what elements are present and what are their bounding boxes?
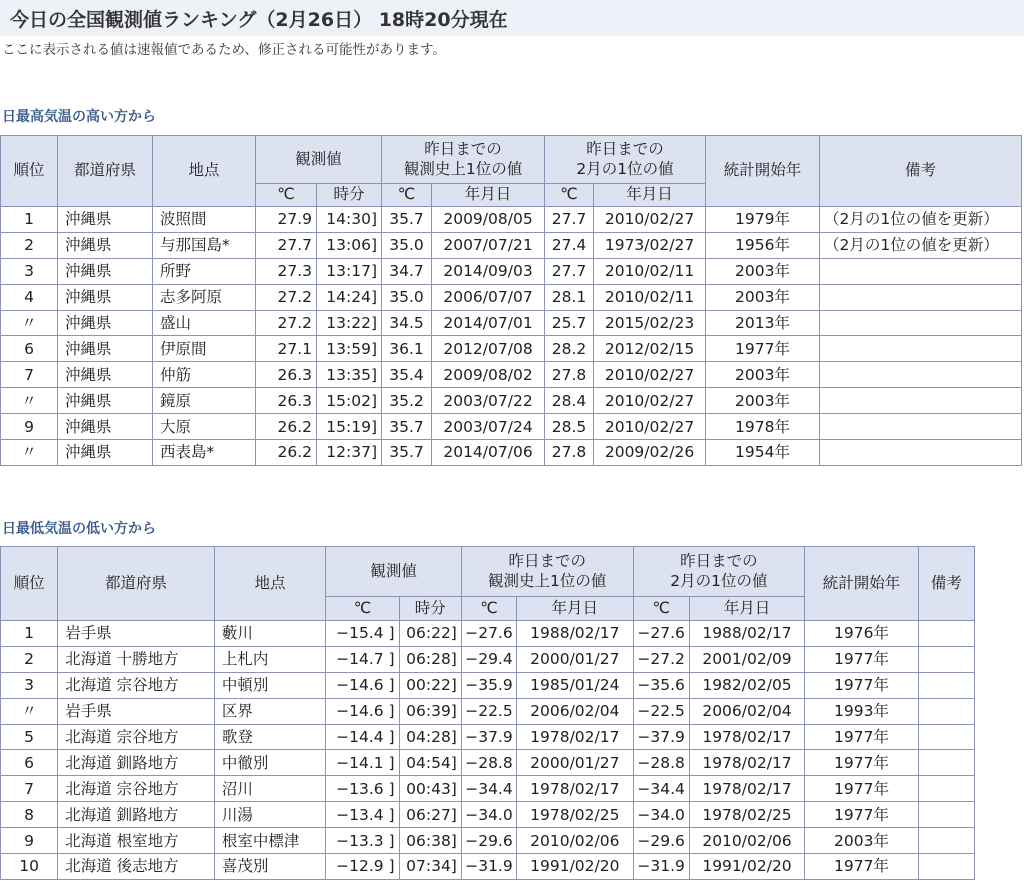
table-row	[1, 310, 1022, 336]
february-value-cell: 28.2	[545, 336, 594, 362]
prefecture-cell: 沖縄県	[58, 362, 153, 388]
february-value-cell: 27.7	[545, 258, 594, 284]
header-remarks: 備考	[918, 547, 974, 621]
observed-value-cell: −13.4 ]	[326, 802, 399, 828]
february-value-cell: −27.2	[633, 646, 689, 672]
subheader-date: 年月日	[517, 597, 633, 621]
disclaimer-note: ここに表示される値は速報値であるため、修正される可能性があります。	[2, 42, 446, 58]
table-row	[1, 828, 975, 854]
subheader-time: 時分	[399, 597, 461, 621]
historic-date-cell: 1978/02/17	[517, 776, 633, 802]
header-prefecture: 都道府県	[58, 547, 215, 621]
observed-time-cell: 15:02]	[317, 388, 382, 414]
prefecture-cell: 北海道 釧路地方	[58, 750, 215, 776]
prefecture-cell: 北海道 後志地方	[58, 854, 215, 880]
table-row	[1, 698, 975, 724]
point-cell: 志多阿原	[153, 284, 256, 310]
header-remarks: 備考	[820, 136, 1022, 207]
low-temp-table	[0, 546, 975, 880]
header-rank: 順位	[1, 547, 58, 621]
february-date-cell: 1978/02/25	[689, 802, 804, 828]
observed-time-cell: 06:22]	[399, 621, 461, 647]
prefecture-cell: 北海道 十勝地方	[58, 646, 215, 672]
prefecture-cell: 北海道 宗谷地方	[58, 672, 215, 698]
observed-time-cell: 13:22]	[317, 310, 382, 336]
february-date-cell: 2010/02/27	[594, 207, 706, 233]
observed-value-cell: 27.1	[256, 336, 317, 362]
start-year-cell: 1976年	[805, 621, 918, 647]
page-title: 今日の全国観測値ランキング（2月26日） 18時20分現在	[10, 9, 508, 31]
observed-value-cell: −15.4 ]	[326, 621, 399, 647]
point-cell: 所野	[153, 258, 256, 284]
rank-cell: 1	[1, 621, 58, 647]
point-cell: 波照間	[153, 207, 256, 233]
point-cell: 伊原間	[153, 336, 256, 362]
prefecture-cell: 岩手県	[58, 698, 215, 724]
start-year-cell: 1977年	[805, 724, 918, 750]
prefecture-cell: 沖縄県	[58, 207, 153, 233]
historic-value-cell: 35.2	[382, 388, 432, 414]
table-row	[1, 854, 975, 880]
subheader-celsius: ℃	[326, 597, 399, 621]
historic-value-cell: 36.1	[382, 336, 432, 362]
observed-value-cell: 27.2	[256, 310, 317, 336]
prefecture-cell: 北海道 根室地方	[58, 828, 215, 854]
observed-value-cell: 27.9	[256, 207, 317, 233]
historic-date-cell: 2003/07/22	[432, 388, 545, 414]
february-value-cell: −35.6	[633, 672, 689, 698]
remarks-cell	[820, 440, 1022, 466]
february-date-cell: 2010/02/27	[594, 414, 706, 440]
subheader-celsius: ℃	[256, 184, 317, 207]
observed-value-cell: 26.3	[256, 388, 317, 414]
prefecture-cell: 沖縄県	[58, 414, 153, 440]
remarks-cell	[820, 414, 1022, 440]
table-row	[1, 414, 1022, 440]
historic-value-cell: −29.6	[461, 828, 516, 854]
historic-value-cell: 35.0	[382, 284, 432, 310]
february-date-cell: 1978/02/17	[689, 750, 804, 776]
remarks-cell	[820, 284, 1022, 310]
remarks-cell	[820, 336, 1022, 362]
february-date-cell: 1978/02/17	[689, 724, 804, 750]
observed-time-cell: 04:28]	[399, 724, 461, 750]
historic-value-cell: −22.5	[461, 698, 516, 724]
historic-value-cell: −35.9	[461, 672, 516, 698]
february-value-cell: 28.4	[545, 388, 594, 414]
start-year-cell: 1977年	[805, 802, 918, 828]
observed-time-cell: 00:22]	[399, 672, 461, 698]
february-value-cell: 28.5	[545, 414, 594, 440]
rank-cell: 3	[1, 672, 58, 698]
table-row	[1, 750, 975, 776]
february-value-cell: −31.9	[633, 854, 689, 880]
table-row	[1, 388, 1022, 414]
table-row	[1, 258, 1022, 284]
point-cell: 喜茂別	[214, 854, 325, 880]
point-cell: 歌登	[214, 724, 325, 750]
observed-value-cell: −14.6 ]	[326, 672, 399, 698]
point-cell: 中徹別	[214, 750, 325, 776]
february-value-cell: −34.0	[633, 802, 689, 828]
observed-value-cell: 26.2	[256, 440, 317, 466]
historic-date-cell: 2014/09/03	[432, 258, 545, 284]
rank-cell: 7	[1, 362, 58, 388]
historic-value-cell: 35.0	[382, 232, 432, 258]
prefecture-cell: 沖縄県	[58, 258, 153, 284]
title-bar	[0, 0, 1024, 36]
february-date-cell: 1978/02/17	[689, 776, 804, 802]
point-cell: 盛山	[153, 310, 256, 336]
remarks-cell	[820, 258, 1022, 284]
observed-value-cell: −13.6 ]	[326, 776, 399, 802]
historic-value-cell: −29.4	[461, 646, 516, 672]
february-date-cell: 2010/02/06	[689, 828, 804, 854]
historic-value-cell: 35.7	[382, 440, 432, 466]
historic-value-cell: −27.6	[461, 621, 516, 647]
historic-date-cell: 2006/02/04	[517, 698, 633, 724]
historic-date-cell: 2000/01/27	[517, 750, 633, 776]
remarks-cell	[918, 854, 974, 880]
remarks-cell	[918, 646, 974, 672]
rank-cell: 10	[1, 854, 58, 880]
point-cell: 鏡原	[153, 388, 256, 414]
high-temp-table	[0, 135, 1022, 466]
point-cell: 根室中標津	[214, 828, 325, 854]
header-february-record: 昨日までの 2月の1位の値	[633, 547, 805, 597]
observed-time-cell: 00:43]	[399, 776, 461, 802]
february-value-cell: −22.5	[633, 698, 689, 724]
february-date-cell: 2010/02/11	[594, 258, 706, 284]
start-year-cell: 2013年	[706, 310, 820, 336]
observed-time-cell: 13:06]	[317, 232, 382, 258]
historic-date-cell: 2000/01/27	[517, 646, 633, 672]
rank-cell: 8	[1, 802, 58, 828]
prefecture-cell: 北海道 宗谷地方	[58, 776, 215, 802]
observed-time-cell: 04:54]	[399, 750, 461, 776]
start-year-cell: 1977年	[805, 646, 918, 672]
historic-date-cell: 2014/07/01	[432, 310, 545, 336]
observed-value-cell: −14.6 ]	[326, 698, 399, 724]
prefecture-cell: 沖縄県	[58, 284, 153, 310]
start-year-cell: 2003年	[706, 388, 820, 414]
header-point: 地点	[153, 136, 256, 207]
rank-cell: 1	[1, 207, 58, 233]
historic-value-cell: 35.4	[382, 362, 432, 388]
historic-value-cell: −34.0	[461, 802, 516, 828]
historic-date-cell: 2003/07/24	[432, 414, 545, 440]
observed-time-cell: 06:28]	[399, 646, 461, 672]
point-cell: 藪川	[214, 621, 325, 647]
historic-value-cell: 35.7	[382, 207, 432, 233]
prefecture-cell: 沖縄県	[58, 310, 153, 336]
remarks-cell	[918, 828, 974, 854]
remarks-cell	[820, 388, 1022, 414]
start-year-cell: 1978年	[706, 414, 820, 440]
start-year-cell: 2003年	[706, 362, 820, 388]
point-cell: 沼川	[214, 776, 325, 802]
observed-value-cell: 27.7	[256, 232, 317, 258]
prefecture-cell: 沖縄県	[58, 336, 153, 362]
rank-cell: 9	[1, 414, 58, 440]
historic-date-cell: 2009/08/02	[432, 362, 545, 388]
historic-value-cell: 34.7	[382, 258, 432, 284]
observed-time-cell: 06:39]	[399, 698, 461, 724]
observed-time-cell: 06:38]	[399, 828, 461, 854]
rank-cell: 5	[1, 724, 58, 750]
start-year-cell: 1977年	[805, 750, 918, 776]
observed-value-cell: −14.7 ]	[326, 646, 399, 672]
header-prefecture: 都道府県	[58, 136, 153, 207]
february-date-cell: 1988/02/17	[689, 621, 804, 647]
observed-time-cell: 12:37]	[317, 440, 382, 466]
start-year-cell: 2003年	[706, 284, 820, 310]
rank-cell: 3	[1, 258, 58, 284]
rank-cell: 6	[1, 750, 58, 776]
historic-date-cell: 2010/02/06	[517, 828, 633, 854]
observed-time-cell: 14:30]	[317, 207, 382, 233]
subheader-date: 年月日	[689, 597, 804, 621]
february-value-cell: 27.7	[545, 207, 594, 233]
header-historic-record: 昨日までの 観測史上1位の値	[461, 547, 633, 597]
historic-value-cell: −34.4	[461, 776, 516, 802]
february-date-cell: 2009/02/26	[594, 440, 706, 466]
observed-value-cell: −13.3 ]	[326, 828, 399, 854]
historic-date-cell: 2012/07/08	[432, 336, 545, 362]
subheader-celsius: ℃	[545, 184, 594, 207]
february-value-cell: 27.4	[545, 232, 594, 258]
remarks-cell: （2月の1位の値を更新）	[820, 207, 1022, 233]
prefecture-cell: 沖縄県	[58, 388, 153, 414]
rank-cell: 〃	[1, 698, 58, 724]
observed-time-cell: 13:35]	[317, 362, 382, 388]
point-cell: 上札内	[214, 646, 325, 672]
observed-value-cell: −14.4 ]	[326, 724, 399, 750]
observed-time-cell: 14:24]	[317, 284, 382, 310]
subheader-date: 年月日	[432, 184, 545, 207]
rank-cell: 7	[1, 776, 58, 802]
table-row	[1, 724, 975, 750]
february-value-cell: −29.6	[633, 828, 689, 854]
historic-date-cell: 1985/01/24	[517, 672, 633, 698]
historic-date-cell: 1988/02/17	[517, 621, 633, 647]
table-row	[1, 646, 975, 672]
observed-value-cell: −12.9 ]	[326, 854, 399, 880]
point-cell: 与那国島*	[153, 232, 256, 258]
historic-date-cell: 2009/08/05	[432, 207, 545, 233]
historic-date-cell: 2007/07/21	[432, 232, 545, 258]
prefecture-cell: 沖縄県	[58, 440, 153, 466]
high-temp-heading: 日最高気温の高い方から	[2, 109, 156, 125]
remarks-cell	[918, 802, 974, 828]
prefecture-cell: 北海道 釧路地方	[58, 802, 215, 828]
remarks-cell	[918, 698, 974, 724]
point-cell: 西表島*	[153, 440, 256, 466]
header-point: 地点	[214, 547, 325, 621]
february-date-cell: 1973/02/27	[594, 232, 706, 258]
rank-cell: 〃	[1, 440, 58, 466]
historic-value-cell: 34.5	[382, 310, 432, 336]
historic-value-cell: −31.9	[461, 854, 516, 880]
remarks-cell	[918, 672, 974, 698]
table-row	[1, 672, 975, 698]
remarks-cell: （2月の1位の値を更新）	[820, 232, 1022, 258]
prefecture-cell: 北海道 宗谷地方	[58, 724, 215, 750]
rank-cell: 4	[1, 284, 58, 310]
february-date-cell: 2001/02/09	[689, 646, 804, 672]
observed-time-cell: 15:19]	[317, 414, 382, 440]
start-year-cell: 1993年	[805, 698, 918, 724]
start-year-cell: 1979年	[706, 207, 820, 233]
february-value-cell: −37.9	[633, 724, 689, 750]
header-rank: 順位	[1, 136, 58, 207]
rank-cell: 〃	[1, 388, 58, 414]
header-february-record: 昨日までの 2月の1位の値	[545, 136, 706, 184]
observed-value-cell: 27.3	[256, 258, 317, 284]
remarks-cell	[918, 750, 974, 776]
table-row	[1, 207, 1022, 233]
historic-date-cell: 1978/02/25	[517, 802, 633, 828]
observed-time-cell: 13:59]	[317, 336, 382, 362]
prefecture-cell: 沖縄県	[58, 232, 153, 258]
historic-value-cell: −28.8	[461, 750, 516, 776]
subheader-celsius: ℃	[633, 597, 689, 621]
table-row	[1, 440, 1022, 466]
february-date-cell: 2012/02/15	[594, 336, 706, 362]
remarks-cell	[918, 724, 974, 750]
rank-cell: 〃	[1, 310, 58, 336]
prefecture-cell: 岩手県	[58, 621, 215, 647]
table-row	[1, 776, 975, 802]
start-year-cell: 1977年	[706, 336, 820, 362]
observed-time-cell: 13:17]	[317, 258, 382, 284]
point-cell: 区界	[214, 698, 325, 724]
observed-value-cell: −14.1 ]	[326, 750, 399, 776]
start-year-cell: 2003年	[805, 828, 918, 854]
table-row	[1, 284, 1022, 310]
point-cell: 仲筋	[153, 362, 256, 388]
rank-cell: 2	[1, 232, 58, 258]
observed-time-cell: 06:27]	[399, 802, 461, 828]
rank-cell: 9	[1, 828, 58, 854]
february-value-cell: 27.8	[545, 440, 594, 466]
point-cell: 大原	[153, 414, 256, 440]
february-date-cell: 2010/02/11	[594, 284, 706, 310]
february-value-cell: −28.8	[633, 750, 689, 776]
observed-time-cell: 07:34]	[399, 854, 461, 880]
start-year-cell: 1954年	[706, 440, 820, 466]
february-value-cell: 27.8	[545, 362, 594, 388]
rank-cell: 2	[1, 646, 58, 672]
start-year-cell: 1956年	[706, 232, 820, 258]
table-row	[1, 621, 975, 647]
remarks-cell	[918, 776, 974, 802]
historic-date-cell: 1991/02/20	[517, 854, 633, 880]
point-cell: 川湯	[214, 802, 325, 828]
subheader-date: 年月日	[594, 184, 706, 207]
observed-value-cell: 26.2	[256, 414, 317, 440]
remarks-cell	[820, 310, 1022, 336]
table-row	[1, 232, 1022, 258]
point-cell: 中頓別	[214, 672, 325, 698]
february-value-cell: 28.1	[545, 284, 594, 310]
table-row	[1, 336, 1022, 362]
start-year-cell: 1977年	[805, 854, 918, 880]
rank-cell: 6	[1, 336, 58, 362]
subheader-celsius: ℃	[382, 184, 432, 207]
historic-date-cell: 2006/07/07	[432, 284, 545, 310]
remarks-cell	[918, 621, 974, 647]
start-year-cell: 1977年	[805, 776, 918, 802]
february-date-cell: 2010/02/27	[594, 388, 706, 414]
header-historic-record: 昨日までの 観測史上1位の値	[382, 136, 545, 184]
header-start-year: 統計開始年	[706, 136, 820, 207]
observed-value-cell: 26.3	[256, 362, 317, 388]
subheader-celsius: ℃	[461, 597, 516, 621]
february-date-cell: 2015/02/23	[594, 310, 706, 336]
start-year-cell: 1977年	[805, 672, 918, 698]
february-value-cell: −27.6	[633, 621, 689, 647]
header-observed: 観測値	[256, 136, 382, 184]
historic-value-cell: 35.7	[382, 414, 432, 440]
february-date-cell: 1991/02/20	[689, 854, 804, 880]
header-start-year: 統計開始年	[805, 547, 918, 621]
header-observed: 観測値	[326, 547, 462, 597]
start-year-cell: 2003年	[706, 258, 820, 284]
table-row	[1, 802, 975, 828]
table-row	[1, 362, 1022, 388]
observed-value-cell: 27.2	[256, 284, 317, 310]
historic-date-cell: 2014/07/06	[432, 440, 545, 466]
subheader-time: 時分	[317, 184, 382, 207]
historic-date-cell: 1978/02/17	[517, 724, 633, 750]
remarks-cell	[820, 362, 1022, 388]
february-value-cell: 25.7	[545, 310, 594, 336]
february-date-cell: 1982/02/05	[689, 672, 804, 698]
historic-value-cell: −37.9	[461, 724, 516, 750]
february-date-cell: 2010/02/27	[594, 362, 706, 388]
low-temp-heading: 日最低気温の低い方から	[2, 521, 156, 537]
february-value-cell: −34.4	[633, 776, 689, 802]
february-date-cell: 2006/02/04	[689, 698, 804, 724]
